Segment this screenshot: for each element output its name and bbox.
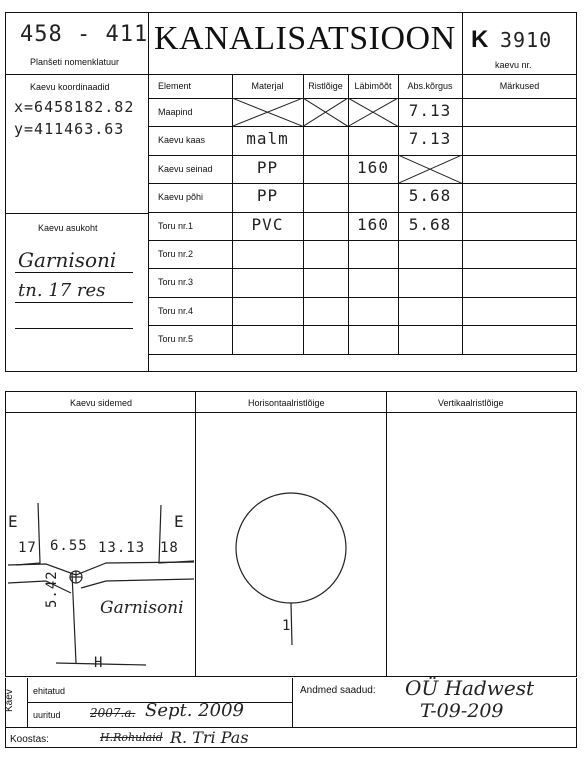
sketch-dist2: 13.13 bbox=[98, 540, 146, 556]
diagram-col1-label: Kaevu sidemed bbox=[70, 398, 133, 408]
table-header-5: Märkused bbox=[499, 81, 540, 91]
table-row-label: Maapind bbox=[158, 107, 193, 117]
coord-y: y=411463.63 bbox=[14, 120, 125, 138]
crossed-cell bbox=[348, 98, 398, 126]
table-cell: 7.13 bbox=[408, 101, 452, 120]
diagram-col3-label: Vertikaalristlõige bbox=[438, 398, 504, 408]
table-header-4: Abs.kõrgus bbox=[407, 81, 453, 91]
uuritud-value: Sept. 2009 bbox=[145, 700, 244, 721]
table-header-2: Ristlõige bbox=[308, 81, 343, 91]
koostas-value: R. Tri Pas bbox=[170, 728, 249, 747]
table-row-label: Toru nr.5 bbox=[158, 334, 194, 345]
horizontal-section-circle bbox=[196, 413, 386, 676]
table-row-label: Toru nr.1 bbox=[158, 220, 194, 231]
sketch-right-e: E bbox=[174, 512, 185, 531]
footer-kaev-label: Kaev bbox=[4, 689, 15, 712]
table-row-label: Kaevu põhi bbox=[158, 192, 204, 203]
crossed-cell bbox=[398, 155, 462, 183]
table-cell: 160 bbox=[357, 214, 389, 234]
andmed-line2: T-09-209 bbox=[420, 700, 504, 722]
sketch-bottom-h: H bbox=[94, 655, 104, 671]
well-number-label: kaevu nr. bbox=[495, 60, 532, 70]
nomenclature-value: 458 - 411 bbox=[20, 22, 149, 47]
crossed-cell bbox=[232, 98, 303, 126]
table-header-1: Materjal bbox=[251, 81, 284, 91]
nomenclature-label: Planšeti nomenklatuur bbox=[30, 57, 120, 67]
table-row-label: Toru nr.3 bbox=[158, 277, 194, 288]
table-cell: 5.68 bbox=[408, 214, 452, 234]
sketch-dist3: 5.42 bbox=[44, 570, 60, 608]
table-row-label: Kaevu seinad bbox=[158, 163, 213, 174]
table-row-label: Toru nr.4 bbox=[158, 305, 194, 316]
well-number: 3910 bbox=[500, 28, 553, 52]
andmed-line1: OÜ Hadwest bbox=[405, 676, 535, 700]
table-cell: 5.68 bbox=[408, 186, 452, 206]
coord-x: x=6458182.82 bbox=[14, 98, 135, 116]
table-cell: PP bbox=[256, 186, 279, 206]
sketch-left-num: 17 bbox=[18, 540, 37, 556]
circle-pipe-num: 1 bbox=[282, 618, 292, 634]
ehitatud-label: ehitatud bbox=[33, 686, 66, 696]
uuritud-struck: 2007.a. bbox=[90, 706, 136, 720]
table-row-label: Kaevu kaas bbox=[158, 135, 206, 146]
koostas-struck: H.Rohulaid bbox=[100, 731, 163, 744]
location-label: Kaevu asukoht bbox=[38, 223, 98, 233]
andmed-label: Andmed saadud: bbox=[300, 685, 376, 696]
location-line2: tn. 17 res bbox=[18, 280, 106, 301]
table-cell: 160 bbox=[357, 157, 389, 177]
table-row-label: Toru nr.2 bbox=[158, 249, 194, 259]
sketch-dist1: 6.55 bbox=[50, 538, 88, 554]
sketch-left-e: E bbox=[8, 512, 19, 531]
table-cell: PVC bbox=[251, 214, 284, 234]
diagram-col2-label: Horisontaalristlõige bbox=[248, 398, 325, 408]
location-line1: Garnisoni bbox=[18, 248, 117, 272]
page-title: KANALISATSIOON bbox=[154, 20, 456, 57]
koostas-label: Koostas: bbox=[10, 734, 49, 745]
well-prefix: K bbox=[471, 26, 489, 53]
table-cell: 7.13 bbox=[408, 129, 452, 149]
crossed-cell bbox=[303, 98, 348, 126]
uuritud-label: uuritud bbox=[33, 710, 61, 720]
table-header-3: Läbimõõt bbox=[354, 81, 392, 91]
coords-label: Kaevu koordinaadid bbox=[30, 82, 110, 92]
table-header-0: Element bbox=[158, 81, 192, 91]
sketch-right-num: 18 bbox=[160, 540, 179, 556]
table-cell: malm bbox=[246, 129, 289, 149]
table-cell: PP bbox=[256, 157, 279, 177]
sketch-street: Garnisoni bbox=[100, 598, 184, 618]
